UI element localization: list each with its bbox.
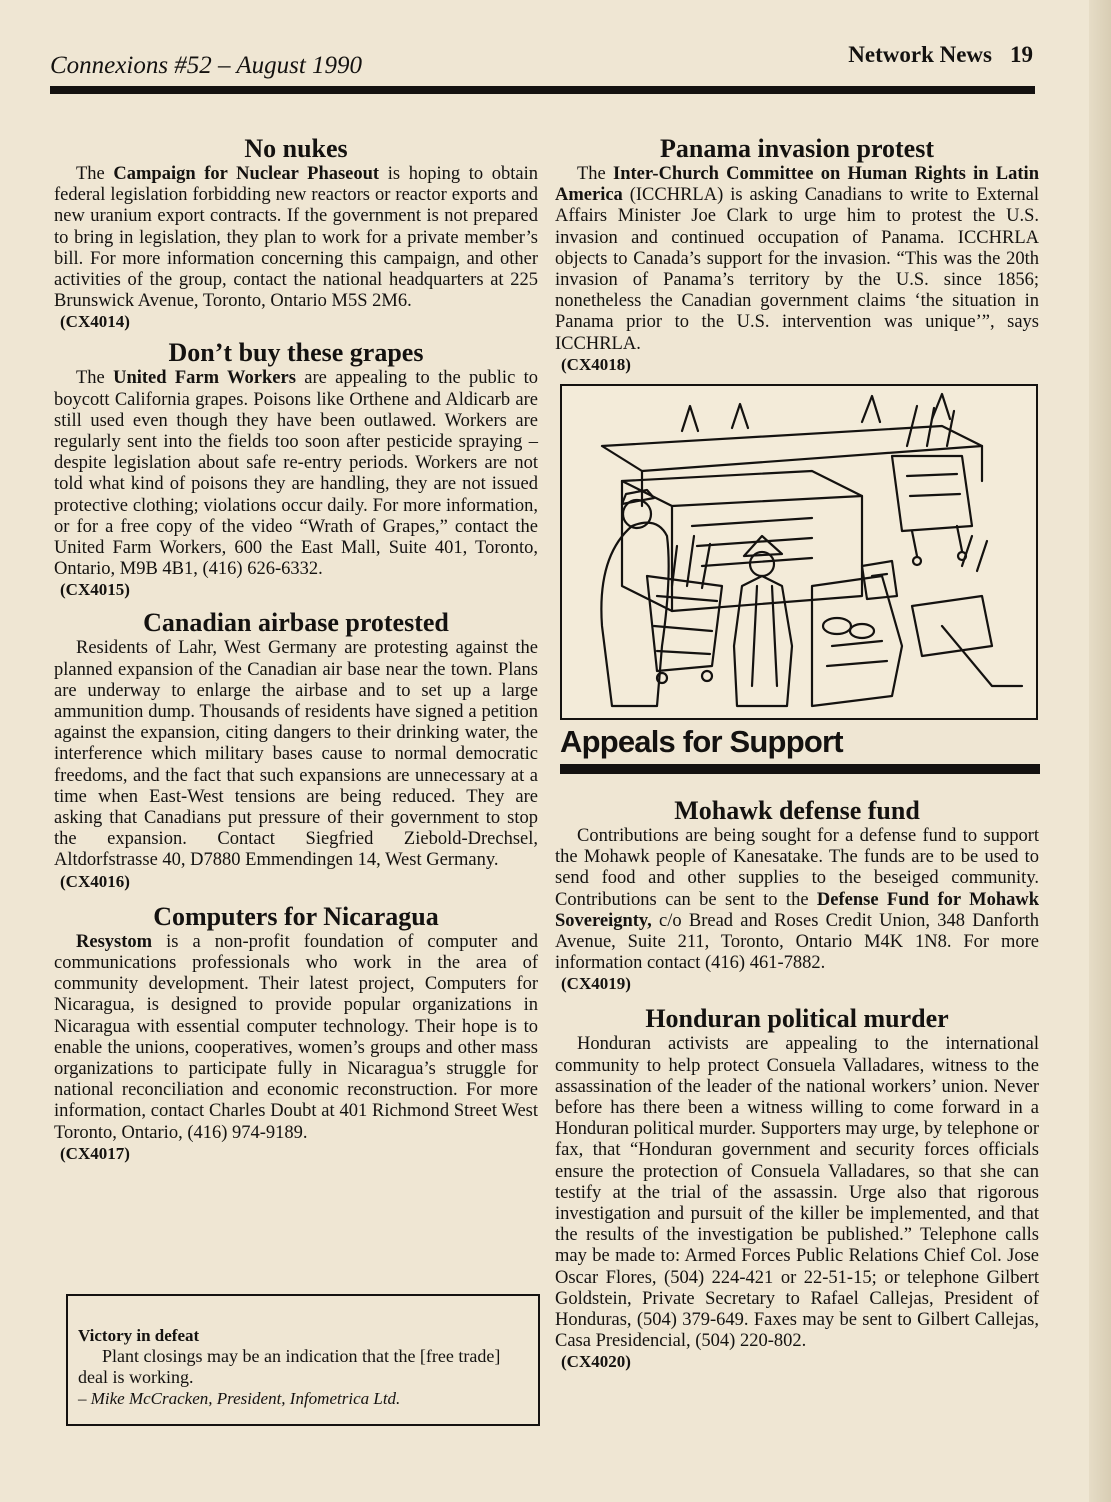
article-grapes [54, 338, 538, 600]
article-body: Honduran activists are appealing to the international community to help protect Consuela Valladares, witness to the assassination of the leader of the national workers’ union. Never before has there been a witness willing to come forward in a Honduran political murder. Supporters may urge, by telephone or fax, that “Honduran government and security forces officials ensure the protection of Consuela Valladares, so that she can testify at the trial of the assassin. Urge also that rigorous investigation and pursuit of the killer be implemented, and that the results of the investigation be published.” Telephone calls may be made to: Armed Forces Public Relations Chief Col. Jose Oscar Flores, (504) 224-421 or 22-51-15; or telephone Gilbert Goldstein, Private Secretary to Rafael Callejas, President of Honduras, (504) 379-649. Faxes may be sent to Gilbert Callejas, Casa Presidencial, (504) 220-802. [555, 1034, 1039, 1352]
article-nicaragua [54, 902, 538, 1164]
page-number: 19 [1010, 42, 1033, 67]
article-body: Residents of Lahr, West Germany are protesting against the planned expansion of the Canadian air base near the town. Plans are underway to enlarge the airbase and to set up a large ammunition dump. Thousands of residents have signed a petition against the expansion, citing dangers to their drinking water, the interference which military bases cause to normal democratic freedoms, and the fact that such expansions are unnecessary at a time when East-West tensions are being reduced. They are asking that Canadians put pressure of their government to stop the expansion. Contact Siegfried Ziebold-Drechsel, Altdorfstrasse 40, D7880 Emmendingen 14, West Germany. [54, 638, 538, 871]
quote-attribution: – Mike McCracken, President, Infometrica Ltd. [78, 1389, 401, 1408]
article-title: No nukes [244, 134, 348, 163]
reference-code: (CX4017) [60, 1143, 130, 1163]
article-title: Panama invasion protest [660, 134, 934, 163]
reference-code: (CX4015) [60, 580, 130, 600]
section-header [848, 42, 1033, 68]
organization-name: Resystom [76, 931, 153, 952]
section-heading: Appeals for Support [560, 724, 843, 759]
article-body: The Campaign for Nuclear Phaseout is hoping to obtain federal legislation forbidding new reactors or reactor exports and new uranium export contracts. If the government is not prepared to bring in legislation, they plan to work for a private member’s bill. For more information concerning this campaign, and other activities of the group, contact the national headquarters at 225 Brunswick Avenue, Toronto, Ontario M5S 2M6. [54, 164, 538, 312]
reference-code: (CX4018) [561, 354, 631, 374]
article-mohawk [555, 796, 1039, 994]
organization-name: Campaign for Nuclear Phaseout [113, 164, 380, 184]
reference-code: (CX4016) [60, 871, 130, 891]
right-column [555, 134, 1039, 381]
article-body: Contributions are being sought for a defense fund to support the Mohawk people of Kanesatake. The funds are to be used to send food and other supplies to the beseiged community. Contributions can be sent to the Defense Fund for Mohawk Sovereignty, c/o Bread and Roses Credit Union, 348 Danforth Avenue, Suite 211, Toronto, Ontario M4K 1N8. For more information contact (416) 461-7882. [555, 826, 1040, 974]
supermarket-cartoon [562, 386, 1036, 718]
article-no-nukes [54, 134, 538, 332]
quote-title: Victory in defeat [78, 1326, 200, 1345]
issue-header: Connexions #52 – August 1990 [50, 52, 363, 79]
organization-name: Inter-Church Committee on Human Rights in Latin America [555, 164, 1039, 206]
quote-box [66, 1294, 540, 1426]
article-honduras [555, 1004, 1039, 1372]
section-name: Network News [848, 42, 992, 67]
article-airbase [54, 608, 538, 891]
section-rule [560, 764, 1040, 774]
article-title: Honduran political murder [645, 1004, 949, 1034]
article-title: Canadian airbase protested [143, 608, 449, 638]
article-body: The United Farm Workers are appealing to the public to boycott California grapes. Poisons like Orthene and Aldicarb are still used even though they have been outlawed. Workers are regularly sent into the fields too soon after pesticide spraying – despite legislation about safe re-entry periods. Workers are not told what kind of poisons they are handling, they are not issued protective clothing; violations occur daily. For more information, or for a free copy of the video “Wrath of Grapes,” contact the United Farm Workers, 600 the East Mall, Suite 401, Toronto, Ontario, M9B 4B1, (416) 626-6332. [54, 368, 539, 580]
article-title: Computers for Nicaragua [153, 901, 439, 931]
organization-name: Defense Fund for Mohawk Sovereignty, [555, 889, 1040, 931]
article-panama [555, 134, 1039, 375]
page-edge [1089, 0, 1111, 1502]
reference-code: (CX4019) [561, 974, 631, 994]
article-body: The Inter-Church Committee on Human Rights in Latin America (ICCHRLA) is asking Canadians to write to External Affairs Minister Joe Clark to urge him to protest the U.S. invasion and continued occupation of Panama. ICCHRLA objects to Canada’s support for the invasion. “This was the 20th invasion of Panama’s territory by the U.S. since 1856; nonetheless the Canadian government claims ‘the situation in Panama prior to the U.S. intervention was unique’”, says ICCHRLA. [555, 164, 1039, 354]
appeals-column [555, 796, 1039, 1378]
article-body: Resystom is a non-profit foundation of computer and communications professionals who work in the area of community development. Their latest project, Computers for Nicaragua, is designed to provide popular organizations in Nicaragua with essential computer technology. Their hope is to enable the unions, cooperatives, women’s groups and other mass organizations to participate fully in Nicaragua’s struggle for national reconciliation and economic reconstruction. For more information, contact Charles Doubt at 401 Richmond Street West Toronto, Ontario, (416) 974-9189. [54, 931, 538, 1143]
article-title: Don’t buy these grapes [168, 338, 424, 368]
header-rule [50, 86, 1035, 94]
article-title: Mohawk defense fund [674, 796, 920, 825]
quote-text: Plant closings may be an indication that the [free trade] deal is working. [78, 1346, 501, 1387]
left-column [54, 134, 538, 1170]
organization-name: United Farm Workers [113, 368, 296, 389]
cartoon-illustration [560, 384, 1038, 720]
reference-code: (CX4020) [561, 1352, 631, 1372]
reference-code: (CX4014) [60, 312, 130, 332]
